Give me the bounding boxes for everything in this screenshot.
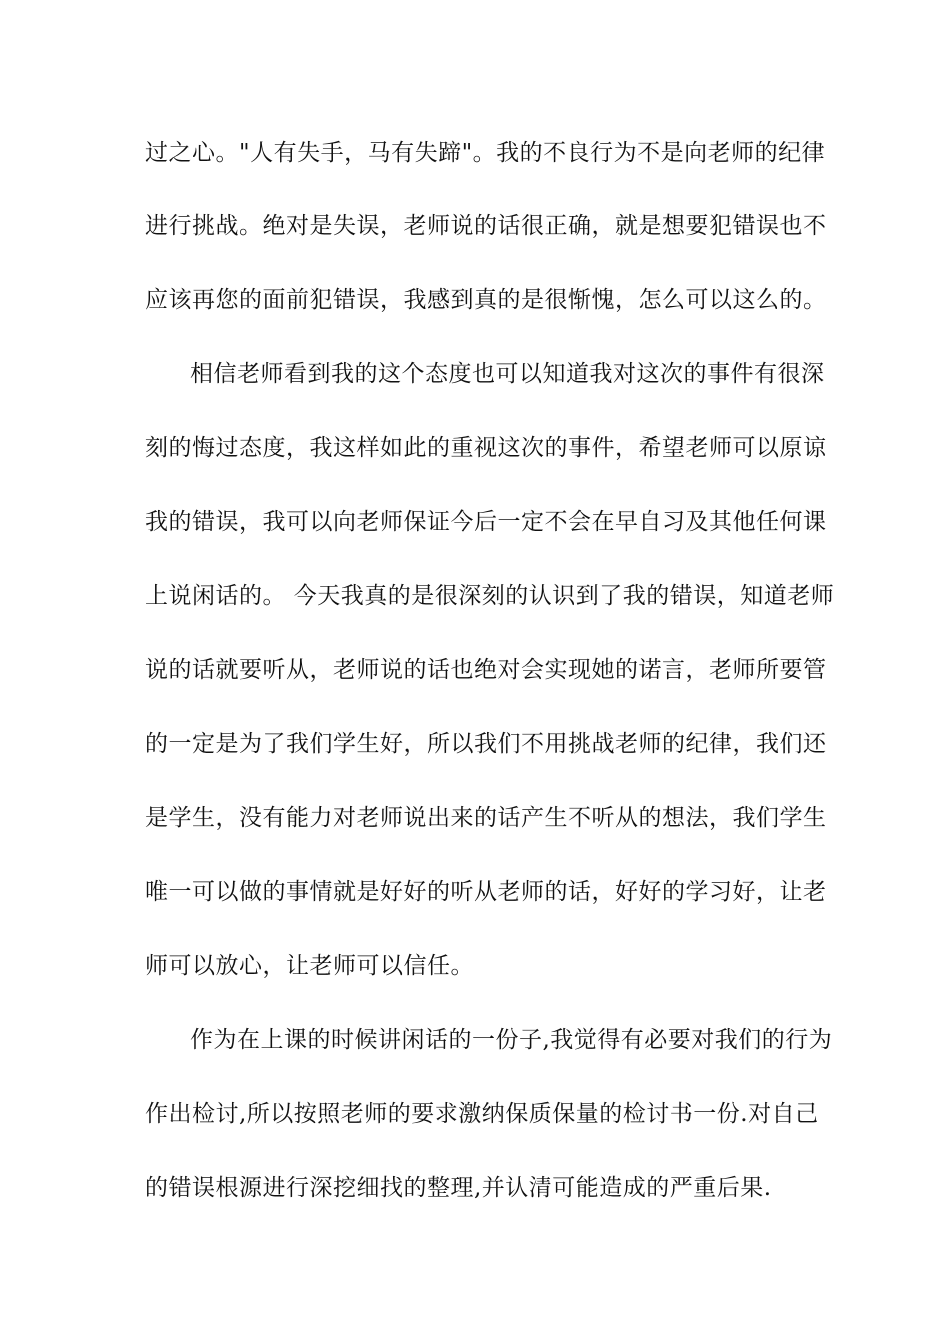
text-line: 是学生，没有能力对老师说出来的话产生不听从的想法，我们学生 (145, 805, 827, 831)
text-line: 师可以放心，让老师可以信任。 (145, 953, 474, 979)
text-line: 唯一可以做的事情就是好好的听从老师的话，好好的学习好，让老 (145, 879, 827, 905)
paragraph-start-line: 相信老师看到我的这个态度也可以知道我对这次的事件有很深 (190, 361, 825, 387)
text-line: 的一定是为了我们学生好，所以我们不用挑战老师的纪律，我们还 (145, 731, 827, 757)
text-line: 作出检讨,所以按照老师的要求激纳保质保量的检讨书一份.对自己 (145, 1101, 819, 1127)
text-line: 刻的悔过态度，我这样如此的重视这次的事件，希望老师可以原谅 (145, 435, 827, 461)
text-line: 进行挑战。绝对是失误，老师说的话很正确，就是想要犯错误也不 (145, 213, 827, 239)
text-line: 应该再您的面前犯错误，我感到真的是很惭愧，怎么可以这么的。 (145, 287, 827, 313)
text-line: 说的话就要听从，老师说的话也绝对会实现她的诺言，老师所要管 (145, 657, 827, 683)
text-line: 的错误根源进行深挖细找的整理,并认清可能造成的严重后果. (145, 1175, 772, 1201)
text-line: 过之心。"人有失手，马有失蹄"。我的不良行为不是向老师的纪律 (145, 140, 826, 166)
text-line: 我的错误，我可以向老师保证今后一定不会在早自习及其他任何课 (145, 509, 827, 535)
text-line: 上说闲话的。 今天我真的是很深刻的认识到了我的错误，知道老师 (145, 583, 835, 609)
paragraph-start-line: 作为在上课的时候讲闲话的一份子,我觉得有必要对我们的行为 (190, 1027, 833, 1053)
